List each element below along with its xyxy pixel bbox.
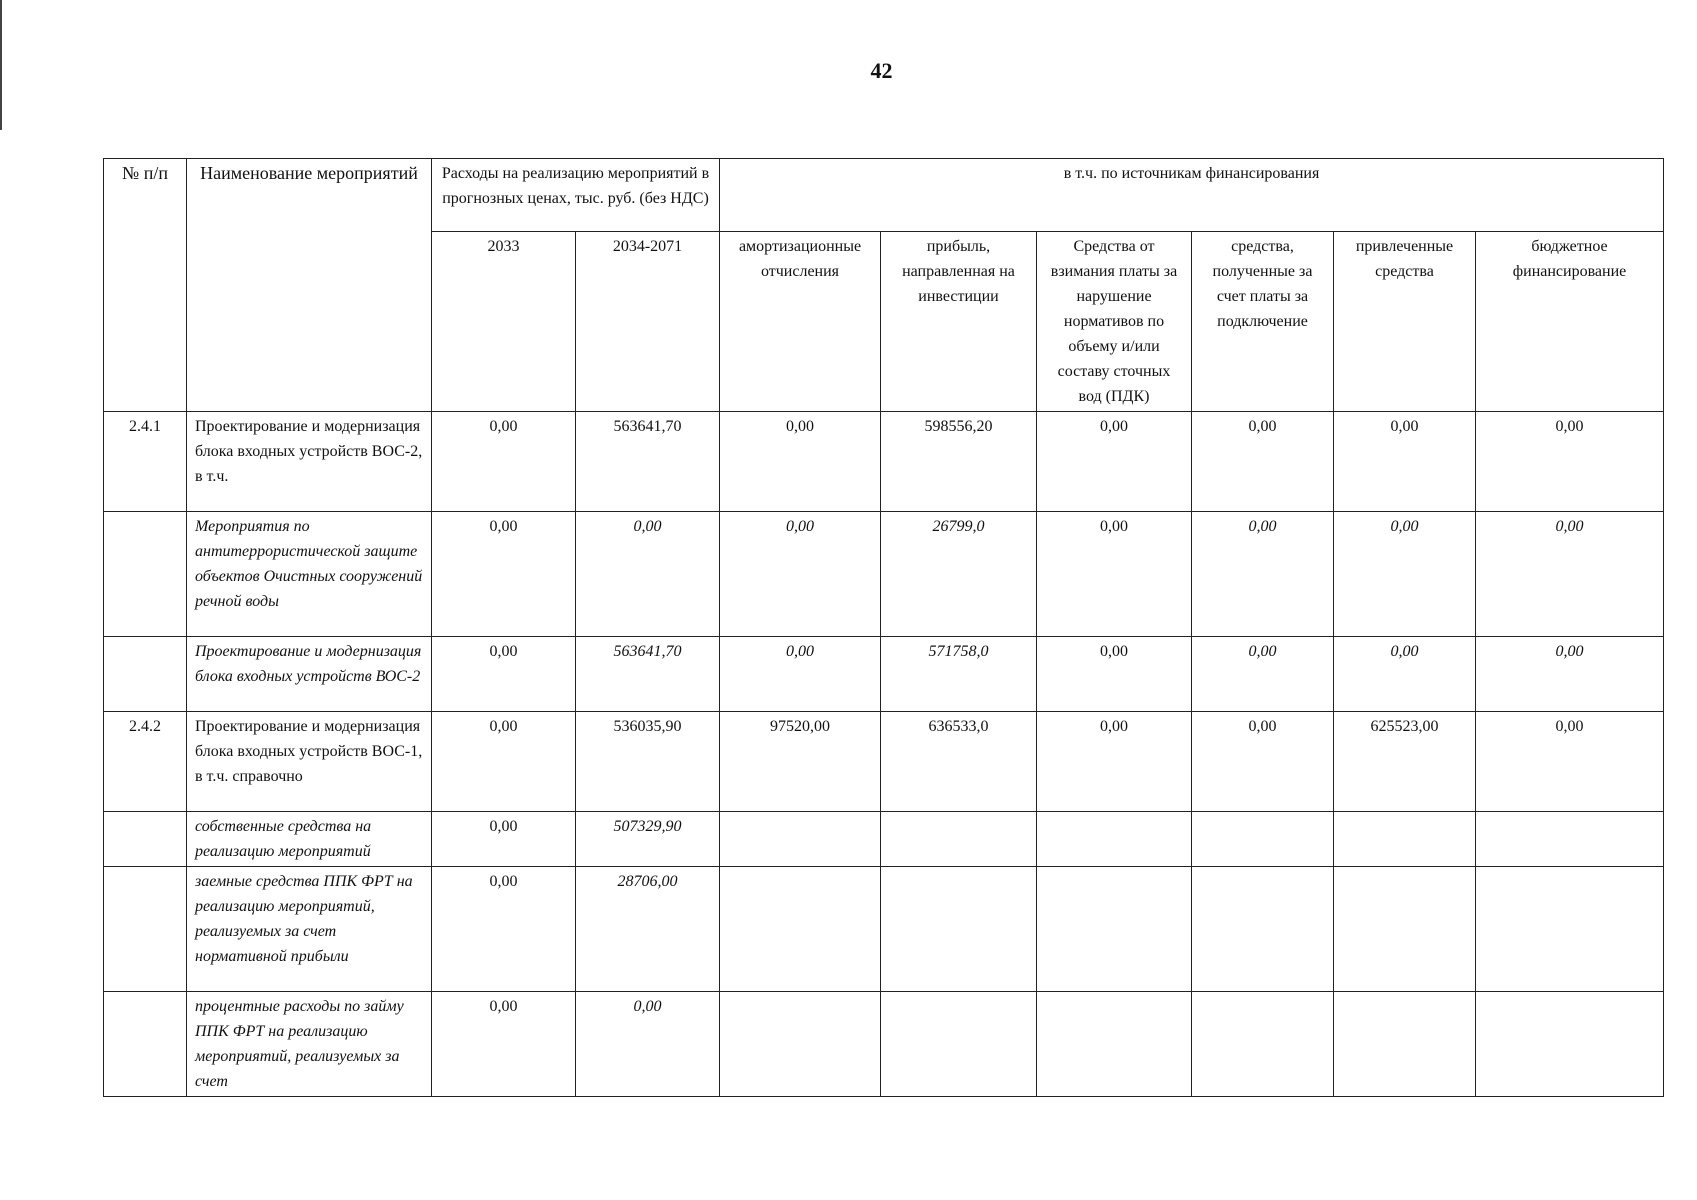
cell-2034-2071: 563641,70 bbox=[576, 637, 720, 712]
header-profit: прибыль, направленная на инвестиции bbox=[881, 232, 1037, 412]
row-name: заемные средства ППК ФРТ на реализацию мероприятий, реализуемых за счет нормативной прибыли bbox=[187, 867, 432, 992]
row-number bbox=[104, 512, 187, 637]
table-row bbox=[104, 867, 1664, 992]
table-header bbox=[104, 159, 1664, 412]
header-name: Наименование мероприятий bbox=[187, 159, 432, 412]
cell-fees: 0,00 bbox=[1037, 412, 1192, 512]
cell-connection: 0,00 bbox=[1192, 412, 1334, 512]
header-expenses: Расходы на реализацию мероприятий в прогнозных ценах, тыс. руб. (без НДС) bbox=[432, 159, 720, 232]
cell-2034-2071: 0,00 bbox=[576, 992, 720, 1097]
row-number bbox=[104, 992, 187, 1097]
row-number bbox=[104, 637, 187, 712]
cell-budget: 0,00 bbox=[1476, 412, 1664, 512]
table-row bbox=[104, 812, 1664, 867]
row-number: 2.4.1 bbox=[104, 412, 187, 512]
cell-fees: 0,00 bbox=[1037, 637, 1192, 712]
row-name: Проектирование и модернизация блока входных устройств ВОС-2 bbox=[187, 637, 432, 712]
cell-attracted: 0,00 bbox=[1334, 512, 1476, 637]
cell-connection bbox=[1192, 867, 1334, 992]
header-sources: в т.ч. по источникам финансирования bbox=[720, 159, 1664, 232]
cell-attracted bbox=[1334, 867, 1476, 992]
cell-2033: 0,00 bbox=[432, 812, 576, 867]
cell-budget bbox=[1476, 867, 1664, 992]
cell-attracted: 0,00 bbox=[1334, 637, 1476, 712]
header-year-2033: 2033 bbox=[432, 232, 576, 412]
cell-amortization bbox=[720, 992, 881, 1097]
cell-profit bbox=[881, 992, 1037, 1097]
table-row bbox=[104, 512, 1664, 637]
cell-profit bbox=[881, 867, 1037, 992]
cell-profit: 571758,0 bbox=[881, 637, 1037, 712]
page-number: 42 bbox=[870, 58, 893, 83]
row-name: процентные расходы по займу ППК ФРТ на реализацию мероприятий, реализуемых за счет bbox=[187, 992, 432, 1097]
row-number bbox=[104, 867, 187, 992]
cell-budget bbox=[1476, 992, 1664, 1097]
cell-2033: 0,00 bbox=[432, 637, 576, 712]
cell-connection: 0,00 bbox=[1192, 637, 1334, 712]
header-attracted: привлеченные средства bbox=[1334, 232, 1476, 412]
cell-fees: 0,00 bbox=[1037, 712, 1192, 812]
table-row bbox=[104, 637, 1664, 712]
table-row bbox=[104, 412, 1664, 512]
cell-amortization: 0,00 bbox=[720, 637, 881, 712]
cell-connection: 0,00 bbox=[1192, 512, 1334, 637]
cell-fees: 0,00 bbox=[1037, 512, 1192, 637]
cell-amortization: 0,00 bbox=[720, 412, 881, 512]
cell-budget: 0,00 bbox=[1476, 637, 1664, 712]
cell-profit bbox=[881, 812, 1037, 867]
cell-2034-2071: 563641,70 bbox=[576, 412, 720, 512]
cell-attracted bbox=[1334, 992, 1476, 1097]
cell-profit: 636533,0 bbox=[881, 712, 1037, 812]
row-number bbox=[104, 812, 187, 867]
cell-attracted: 0,00 bbox=[1334, 412, 1476, 512]
cell-amortization: 97520,00 bbox=[720, 712, 881, 812]
cell-connection bbox=[1192, 992, 1334, 1097]
table-body bbox=[104, 412, 1664, 1097]
cell-profit: 598556,20 bbox=[881, 412, 1037, 512]
row-name: Мероприятия по антитеррористической защите объектов Очистных сооружений речной воды bbox=[187, 512, 432, 637]
cell-2034-2071: 507329,90 bbox=[576, 812, 720, 867]
cell-2034-2071: 536035,90 bbox=[576, 712, 720, 812]
cell-fees bbox=[1037, 992, 1192, 1097]
cell-2033: 0,00 bbox=[432, 412, 576, 512]
cell-fees bbox=[1037, 812, 1192, 867]
financing-table bbox=[103, 158, 1664, 1097]
cell-budget bbox=[1476, 812, 1664, 867]
cell-profit: 26799,0 bbox=[881, 512, 1037, 637]
cell-connection: 0,00 bbox=[1192, 712, 1334, 812]
header-fees: Средства от взимания платы за нарушение нормативов по объему и/или составу сточных вод (ПДК) bbox=[1037, 232, 1192, 412]
cell-fees bbox=[1037, 867, 1192, 992]
header-connection: средства, полученные за счет платы за подключение bbox=[1192, 232, 1334, 412]
row-name: Проектирование и модернизация блока входных устройств ВОС-1, в т.ч. справочно bbox=[187, 712, 432, 812]
row-number: 2.4.2 bbox=[104, 712, 187, 812]
table-row bbox=[104, 992, 1664, 1097]
row-name: собственные средства на реализацию мероприятий bbox=[187, 812, 432, 867]
cell-2034-2071: 28706,00 bbox=[576, 867, 720, 992]
cell-amortization: 0,00 bbox=[720, 512, 881, 637]
cell-connection bbox=[1192, 812, 1334, 867]
row-name: Проектирование и модернизация блока входных устройств ВОС-2, в т.ч. bbox=[187, 412, 432, 512]
cell-amortization bbox=[720, 812, 881, 867]
cell-2033: 0,00 bbox=[432, 867, 576, 992]
cell-2033: 0,00 bbox=[432, 512, 576, 637]
header-amortization: амортизационные отчисления bbox=[720, 232, 881, 412]
cell-2033: 0,00 bbox=[432, 992, 576, 1097]
cell-2033: 0,00 bbox=[432, 712, 576, 812]
cell-amortization bbox=[720, 867, 881, 992]
header-num: № п/п bbox=[104, 159, 187, 412]
table-row bbox=[104, 712, 1664, 812]
cell-2034-2071: 0,00 bbox=[576, 512, 720, 637]
header-year-2034-2071: 2034-2071 bbox=[576, 232, 720, 412]
header-budget: бюджетное финансирование bbox=[1476, 232, 1664, 412]
cell-attracted bbox=[1334, 812, 1476, 867]
cell-attracted: 625523,00 bbox=[1334, 712, 1476, 812]
cell-budget: 0,00 bbox=[1476, 512, 1664, 637]
cell-budget: 0,00 bbox=[1476, 712, 1664, 812]
